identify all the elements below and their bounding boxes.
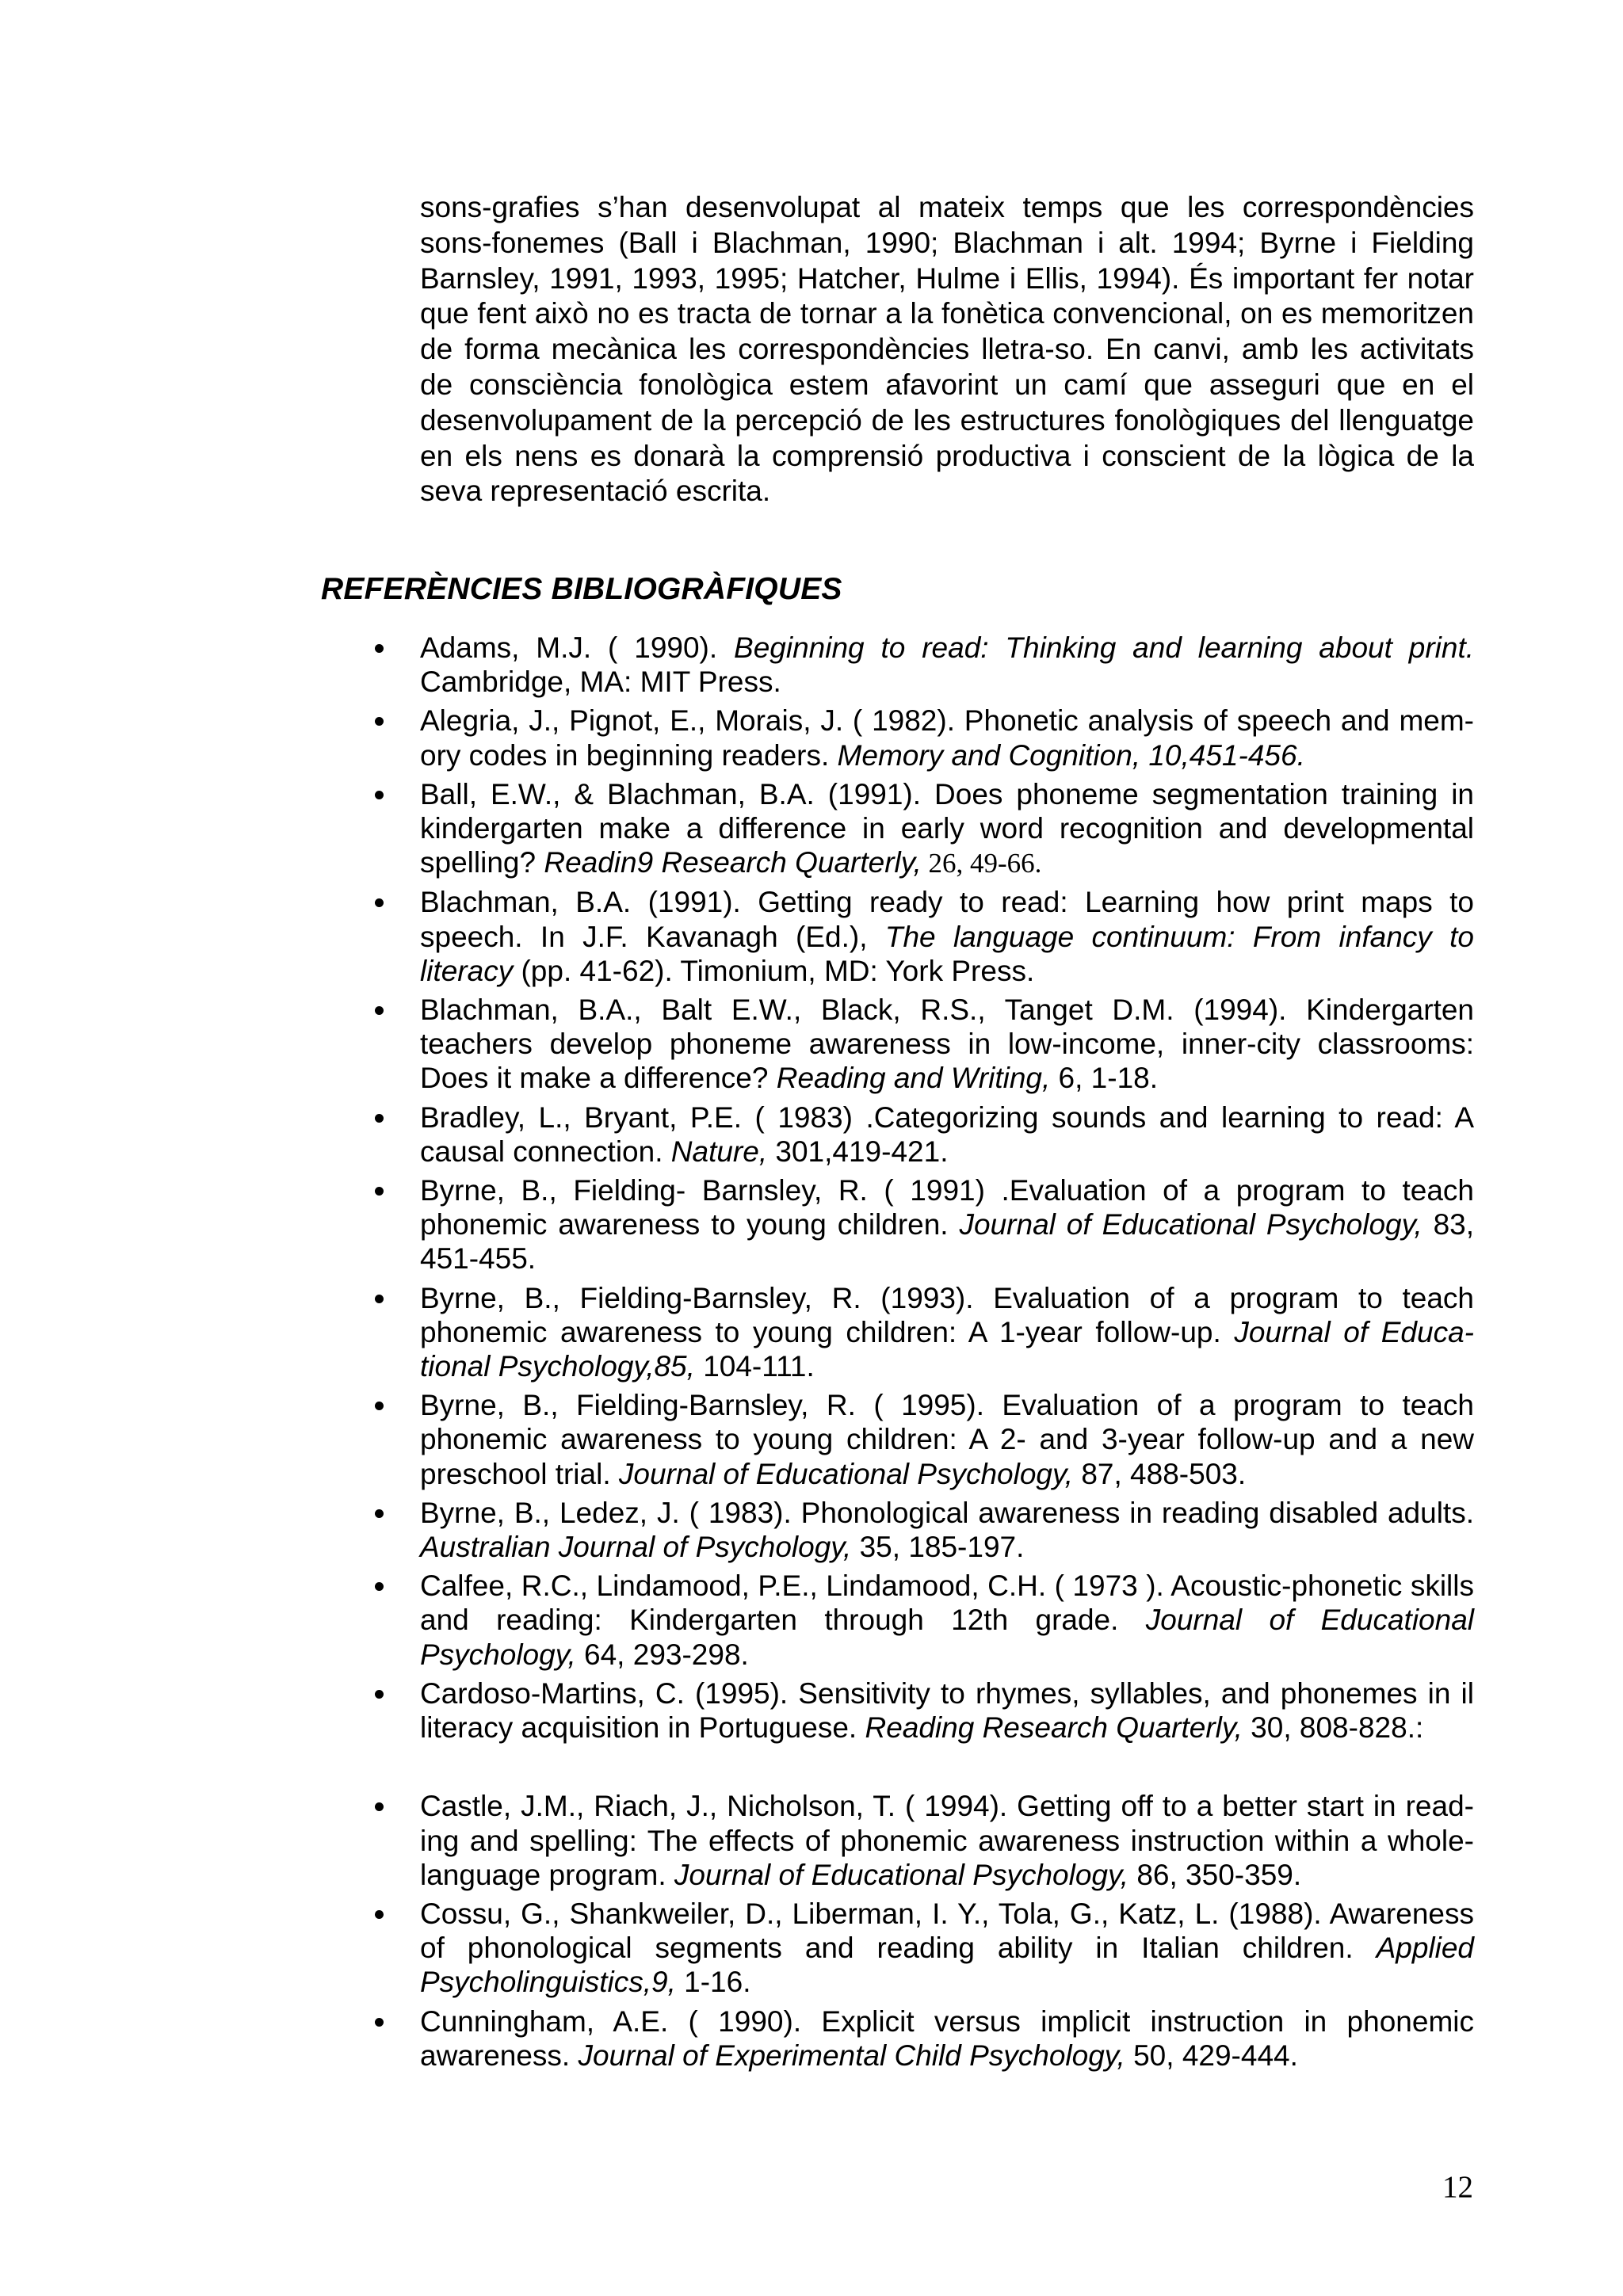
reference-details: 104-111. <box>694 1350 815 1383</box>
reference-item <box>420 1569 1474 1672</box>
reference-title: Applied Psycholinguistics,9, <box>420 1932 1474 1999</box>
reference-item <box>420 1100 1474 1169</box>
reference-item <box>420 704 1474 772</box>
references-heading: REFERÈNCIES BIBLIOGRÀFIQUES <box>321 572 842 606</box>
reference-title: Journal of Educa-tional Psychology,85, <box>420 1315 1474 1383</box>
bullet-icon <box>375 791 384 799</box>
bullet-icon <box>375 717 384 726</box>
reference-item <box>420 1676 1474 1745</box>
reference-title: Reading Research Quarterly, <box>865 1711 1243 1745</box>
reference-title: Journal of Educational Psychology, <box>959 1208 1423 1241</box>
reference-title: Journal of Experimental Child Psychology, <box>578 2039 1125 2072</box>
reference-text: Ball, E.W., & Blachman, B.A. (1991). Does phoneme segmentation training in kindergarten make a difference in early word recognition and developmental spelling? <box>420 777 1474 879</box>
reference-text: Blachman, B.A. (1991). Getting ready to read: Learning how print maps to speech. In J.F. Kavanagh (Ed.), <box>420 886 1474 953</box>
bullet-icon <box>375 1509 384 1518</box>
bullet-icon <box>375 1910 384 1919</box>
page-number: 12 <box>1442 2170 1473 2204</box>
bullet-icon <box>375 898 384 907</box>
reference-text: Byrne, B., Fielding- Barnsley, R. ( 1991) .Evaluation of a program to teach phonemic awareness to young children. <box>420 1174 1474 1241</box>
reference-title: Readin9 Research Quarterly, <box>544 846 922 879</box>
reference-text: Byrne, B., Fielding-Barnsley, R. (1993). Evaluation of a program to teach phonemic awareness to young children: A 1-year follow-up. <box>420 1281 1474 1348</box>
reference-text: Cossu, G., Shankweiler, D., Liberman, I. Y., Tola, G., Katz, L. (1988). Awareness of phonological segments and reading ability in Italian children. <box>420 1897 1474 1965</box>
reference-item <box>420 1496 1474 1564</box>
reference-details: 6, 1-18. <box>1050 1062 1159 1095</box>
reference-details: 50, 429-444. <box>1125 2039 1298 2072</box>
bullet-icon <box>375 1802 384 1811</box>
reference-text: Adams, M.J. ( 1990). <box>420 631 735 664</box>
reference-item <box>420 885 1474 988</box>
reference-text: Cunningham, A.E. ( 1990). Explicit versus implicit instruction in phonemic awareness. <box>420 2004 1474 2072</box>
reference-title: Journal of Educational Psychology, <box>618 1457 1074 1490</box>
bullet-icon <box>375 1402 384 1410</box>
reference-title: Journal of Educational Psychology, <box>420 1604 1474 1671</box>
reference-title: The language continuum: From infancy to literacy <box>420 920 1474 987</box>
reference-text: Byrne, B., Ledez, J. ( 1983). Phonological awareness in reading disabled adults. <box>420 1496 1474 1529</box>
reference-details: 26, 49-66. <box>921 848 1042 879</box>
reference-details: 301,419-421. <box>767 1135 949 1168</box>
reference-item <box>420 1281 1474 1384</box>
bullet-icon <box>375 2018 384 2027</box>
reference-details: 64, 293-298. <box>575 1638 749 1671</box>
reference-details: (pp. 41-62). Timonium, MD: York Press. <box>513 954 1035 987</box>
reference-item <box>420 631 1474 699</box>
reference-item <box>420 1173 1474 1276</box>
reference-text: Byrne, B., Fielding-Barnsley, R. ( 1995). Evaluation of a program to teach phonemic awareness to young children: A 2- and 3-year follow-up and a new preschool trial. <box>420 1389 1474 1490</box>
bullet-icon <box>375 1114 384 1123</box>
reference-text: Blachman, B.A., Balt E.W., Black, R.S., Tanget D.M. (1994). Kindergarten teachers develop phoneme awareness in low-income, inner-city classrooms: Does it make a difference? <box>420 994 1474 1095</box>
reference-title: Nature, <box>670 1135 768 1168</box>
bullet-icon <box>375 1006 384 1015</box>
reference-title: Beginning to read: Thinking and learning about print. <box>734 631 1474 664</box>
bullet-icon <box>375 1295 384 1303</box>
reference-details: 30, 808-828.: <box>1242 1711 1424 1745</box>
reference-item <box>420 1789 1474 1892</box>
reference-details: 1-16. <box>675 1966 751 1999</box>
reference-item <box>420 993 1474 1096</box>
bullet-icon <box>375 644 384 653</box>
reference-title: Journal of Educational Psychology, <box>674 1858 1129 1891</box>
bullet-icon <box>375 1690 384 1699</box>
reference-item <box>420 1897 1474 2000</box>
reference-text: Calfee, R.C., Lindamood, P.E., Lindamood, C.H. ( 1973 ). Acoustic-phonetic skills and reading: Kindergarten through 12th grade. <box>420 1569 1474 1637</box>
reference-text: Castle, J.M., Riach, J., Nicholson, T. ( 1994). Getting off to a better start in read- ing and spelling: The effects of phonemic awareness instruction within a whole-language program. <box>420 1790 1474 1891</box>
references-list <box>420 631 1474 2077</box>
bullet-icon <box>375 1582 384 1591</box>
reference-title: Reading and Writing, <box>776 1062 1051 1095</box>
reference-text: Bradley, L., Bryant, P.E. ( 1983) .Categorizing sounds and learning to read: A causal connection. <box>420 1100 1474 1168</box>
reference-text: Cardoso-Martins, C. (1995). Sensitivity to rhymes, syllables, and phonemes in il literacy acquisition in Portuguese. <box>420 1676 1474 1745</box>
reference-item <box>420 2004 1474 2073</box>
reference-details: 35, 185-197. <box>851 1531 1025 1564</box>
reference-details: Cambridge, MA: MIT Press. <box>420 666 781 699</box>
reference-text: Alegria, J., Pignot, E., Morais, J. ( 1982). Phonetic analysis of speech and mem- ory codes in beginning readers. <box>420 704 1474 772</box>
reference-details: 83, 451-455. <box>420 1208 1475 1276</box>
reference-title: Australian Journal of Psychology, <box>420 1531 852 1564</box>
reference-details: 87, 488-503. <box>1073 1457 1247 1490</box>
reference-item <box>420 1388 1474 1491</box>
reference-item <box>420 777 1474 881</box>
intro-paragraph: sons-grafies s’han desenvolupat al mateix temps que les correspondències sons-fonemes (Ball i Blachman, 1990; Blachman i alt. 1994; Byrne i Fielding Barnsley, 1991, 1993, 1995; Hatcher, Hulme i Ellis, 1994). És important fer notar que fent això no es tracta de tornar a la fonètica convencional, on es memoritzen de forma mecànica les correspondències lletra-so. En canvi, amb les activitats de consciència fonològica estem afavorint un camí que asseguri que en el desenvolupament de la percepció de les estructures fonològiques del llenguatge en els nens es donarà la comprensió productiva i conscient de la lògica de la seva representació escrita. <box>420 191 1474 508</box>
reference-details: 86, 350-359. <box>1128 1858 1302 1891</box>
bullet-icon <box>375 1187 384 1196</box>
reference-title: Memory and Cognition, 10,451-456. <box>837 738 1305 772</box>
